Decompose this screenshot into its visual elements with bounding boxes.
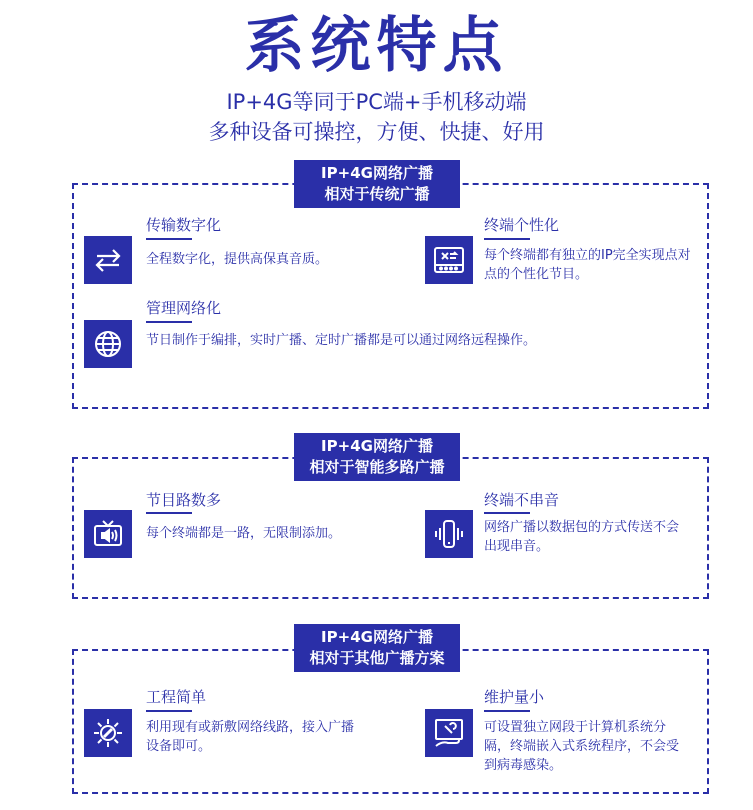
section-badge-traditional	[294, 160, 460, 208]
section-badge-intelligent	[294, 433, 460, 481]
title-underline	[484, 238, 530, 240]
feature-title-digital: 传输数字化	[146, 216, 222, 234]
title-underline	[484, 710, 530, 712]
feature-title-channels: 节目路数多	[146, 491, 222, 509]
arrows-swap-icon	[84, 236, 132, 284]
feature-desc-simple: 利用现有或新敷网络线路，接入广播设备即可。	[146, 720, 355, 754]
gear-wrench-icon	[84, 709, 132, 757]
badge-line-1: IP+4G网络广播	[321, 164, 433, 182]
shuffle-device-icon	[425, 236, 473, 284]
feature-desc-personal: 每个终端都有独立的IP完全实现点对点的个性化节目。	[484, 248, 691, 282]
title-underline	[146, 710, 192, 712]
feature-desc-maintenance: 可设置独立网段于计算机系统分隔，终端嵌入式系统程序，不会受到病毒感染。	[484, 720, 680, 773]
phone-sound-icon	[425, 510, 473, 558]
title-underline	[146, 512, 192, 514]
globe-icon	[84, 320, 132, 368]
feature-title-maintenance: 维护量小	[484, 688, 545, 706]
monitor-hand-icon	[425, 709, 473, 757]
title-underline	[146, 238, 192, 240]
section-badge-other	[294, 624, 460, 672]
badge-line-2: 相对于传统广播	[324, 185, 430, 203]
feature-title-simple: 工程简单	[146, 688, 207, 706]
feature-desc-channels: 每个终端都是一路，无限制添加。	[146, 526, 342, 541]
feature-title-network: 管理网络化	[146, 299, 222, 317]
subtitle-line-1: IP+4G等同于PC端+手机移动端	[226, 90, 527, 114]
feature-title-personal: 终端个性化	[484, 216, 560, 234]
feature-desc-network: 节日制作于编排，实时广播、定时广播都是可以通过网络远程操作。	[146, 333, 537, 348]
feature-title-no-crosstalk: 终端不串音	[484, 491, 560, 509]
title-underline	[484, 512, 530, 514]
tv-speaker-icon	[84, 510, 132, 558]
badge-line-2: 相对于其他广播方案	[309, 649, 445, 667]
subtitle-line-2: 多种设备可操控，方便、快捷、好用	[208, 120, 545, 144]
badge-line-2: 相对于智能多路广播	[309, 458, 445, 476]
feature-desc-no-crosstalk: 网络广播以数据包的方式传送不会出现串音。	[484, 520, 680, 554]
badge-line-1: IP+4G网络广播	[321, 437, 433, 455]
page-title: 系统特点	[244, 11, 509, 81]
title-underline	[146, 321, 192, 323]
badge-line-1: IP+4G网络广播	[321, 628, 433, 646]
feature-desc-digital: 全程数字化，提供高保真音质。	[146, 252, 329, 267]
